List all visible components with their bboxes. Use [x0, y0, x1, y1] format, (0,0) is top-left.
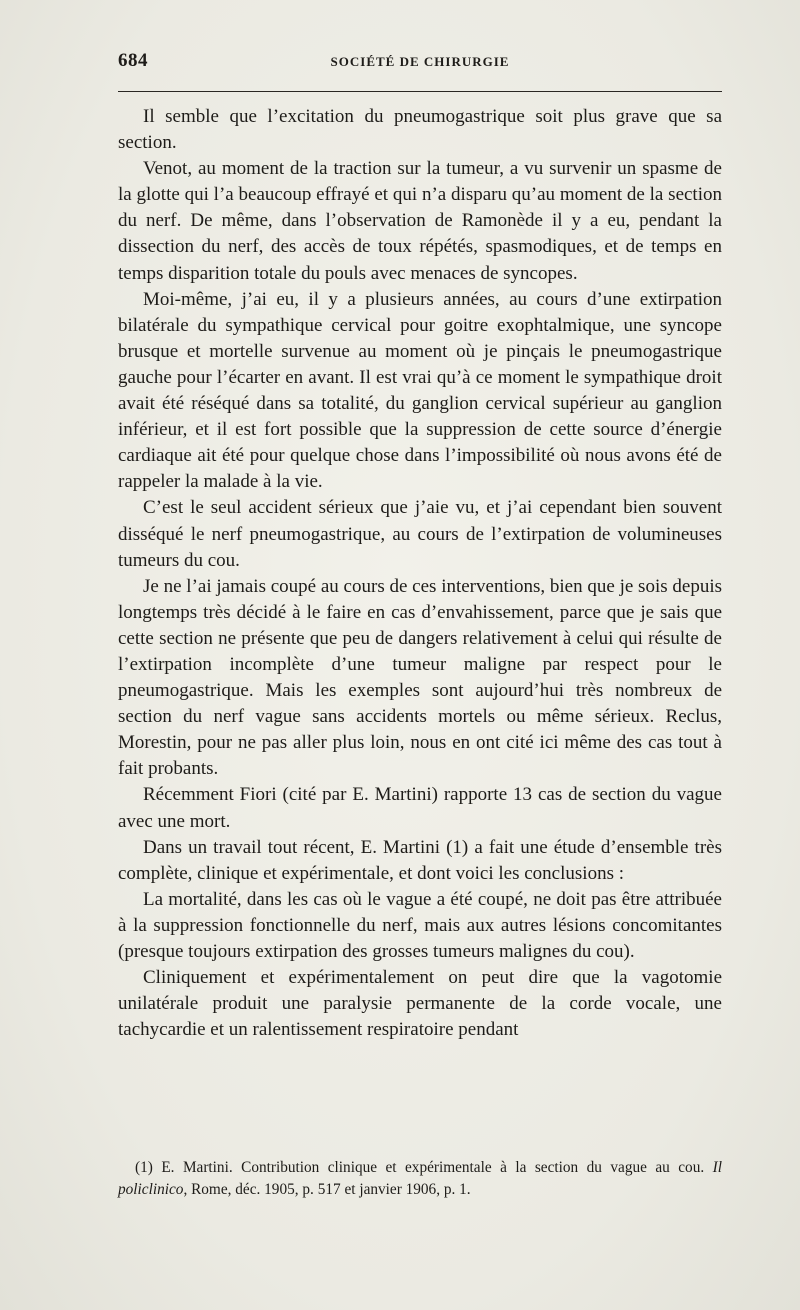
paragraph: C’est le seul accident sérieux que j’aie vu, et j’ai cependant bien souvent disséqué le nerf pneumogastrique, au cours de l’extirpation de volumineuses tumeurs du cou.	[118, 497, 722, 571]
footnote-author: E. Martini.	[161, 1159, 233, 1176]
paragraph: Moi-même, j’ai eu, il y a plusieurs années, au cours d’une extirpation bilatérale du sympathique cervical pour goitre exophtalmique, une syncope brusque et mortelle survenue au moment où je pinçais le pneumogastrique gauche pour l’écarter en avant. Il est vrai qu’à ce moment le sympathique droit avait été réséqué dans sa totalité, du ganglion cervical supérieur au ganglion inférieur, et il est fort possible que la suppression de cette source d’énergie cardiaque ait été pour quelque chose dans l’impossibilité où nous avons été de rappeler la malade à la vie.	[118, 288, 722, 493]
paragraph: Cliniquement et expérimentalement on peut dire que la vagotomie unilatérale produit une paralysie permanente de la corde vocale, une tachycardie et un ralentissement respiratoire pendant	[118, 967, 722, 1041]
footnote-title: Contribution clinique et expérimentale à la section du vague au cou.	[241, 1159, 705, 1176]
page-header	[118, 50, 722, 74]
paragraph: Dans un travail tout récent, E. Martini (1) a fait une étude d’ensemble très complète, clinique et expérimentale, et dont voici les conclusions :	[118, 836, 722, 884]
body-text	[118, 104, 722, 1043]
running-title: SOCIÉTÉ DE CHIRURGIE	[330, 54, 510, 69]
footnotes	[118, 1157, 722, 1201]
paragraph: Récemment Fiori (cité par E. Martini) rapporte 13 cas de section du vague avec une mort.	[118, 784, 722, 832]
footnote-journal: Il policlinico	[118, 1159, 723, 1198]
paragraph: Venot, au moment de la traction sur la tumeur, a vu survenir un spasme de la glotte qui l’a beaucoup effrayé et qui n’a disparu qu’au moment de la section du nerf. De même, dans l’observation de Ramonède il y a eu, pendant la dissection du nerf, des accès de toux répétés, spasmodiques, et de temps en temps disparition totale du pouls avec menaces de syncopes.	[118, 158, 722, 284]
footnote-details: , Rome, déc. 1905, p. 517 et janvier 1906, p. 1.	[183, 1181, 471, 1198]
footnote	[118, 1157, 722, 1201]
footnote-marker: (1)	[135, 1159, 153, 1176]
paragraph: Je ne l’ai jamais coupé au cours de ces interventions, bien que je sois depuis longtemps très décidé à le faire en cas d’envahissement, parce que je sais que cette section ne présente que peu de dangers relativement à celui qui résulte de l’extirpation incomplète d’une tumeur maligne par respect pour le pneumogastrique. Mais les exemples sont aujourd’hui très nombreux de section du nerf vague sans accidents mortels ou même sérieux. Reclus, Morestin, pour ne pas aller plus loin, nous en ont cité ici même des cas tout à fait probants.	[118, 575, 722, 780]
paragraph: Il semble que l’excitation du pneumogastrique soit plus grave que sa section.	[118, 106, 722, 154]
header-rule	[118, 91, 722, 92]
page-number: 684	[118, 50, 148, 71]
paragraph: La mortalité, dans les cas où le vague a été coupé, ne doit pas être attribuée à la suppression fonctionnelle du nerf, mais aux autres lésions concomitantes (presque toujours extirpation des grosses tumeurs malignes du cou).	[118, 888, 722, 962]
